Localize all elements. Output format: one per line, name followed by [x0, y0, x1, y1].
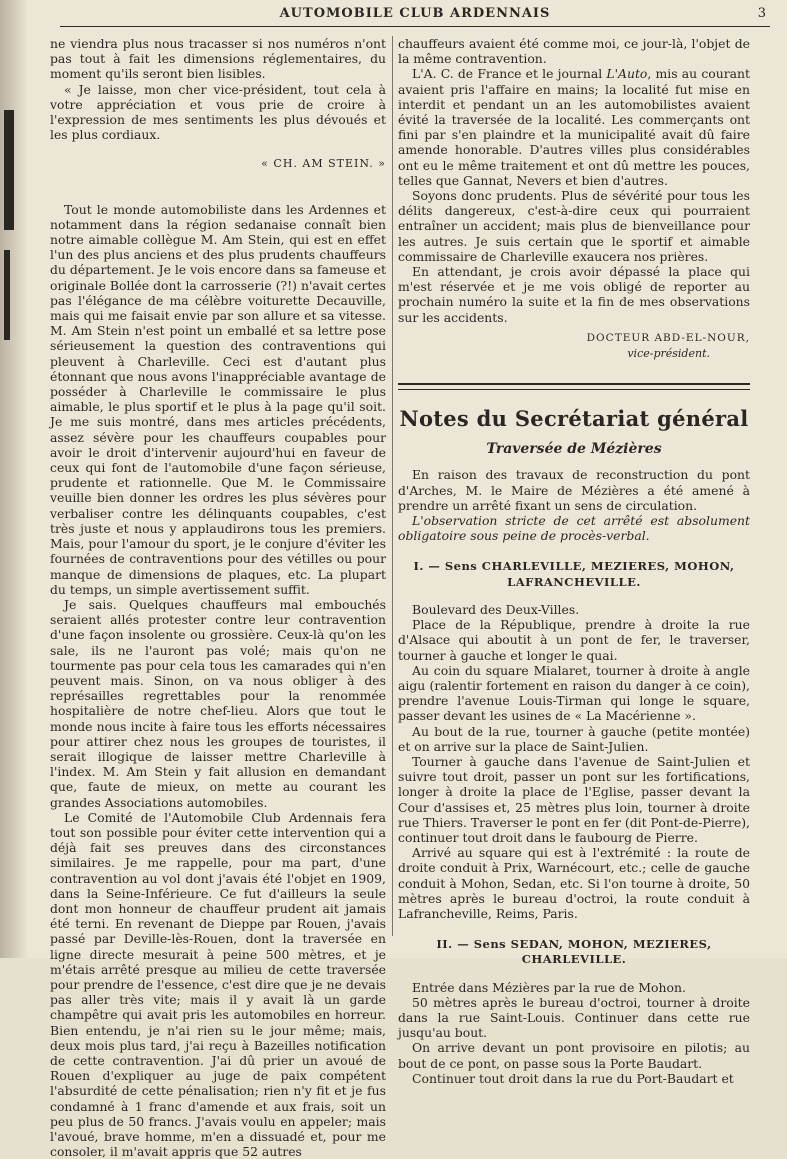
paragraph: Tourner à gauche dans l'avenue de Saint-Julien et suivre tout droit, passer un pont sur les fortifications, longer à droite la place de l'Eglise, passer devant la Cour d'assises et, 25 mètres plus loin, tourner à droite rue Thiers. Traverser le pont en fer (dit Pont-de-Pierre), continuer tout droit dans le faubourg de Pierre. — [398, 753, 750, 845]
text-run: L'A. C. de France et le journal — [412, 66, 607, 82]
left-column — [50, 36, 386, 1159]
paragraph — [398, 66, 750, 188]
paragraph: En attendant, je crois avoir dépassé la place qui m'est réservée et je me vois obligé de reporter au prochain numéro la suite et la fin de mes observations sur les accidents. — [398, 264, 750, 325]
section-title: Notes du Secrétariat général — [399, 406, 749, 432]
paragraph: ne viendra plus nous tracasser si nos numéros n'ont pas tout à fait les dimensions réglementaires, du moment qu'ils seront bien lisibles. — [50, 36, 386, 82]
paragraph: L'observation stricte de cet arrêté est absolument obligatoire sous peine de procès-verbal. — [398, 513, 750, 544]
paragraph: Arrivé au square qui est à l'extrémité : la route de droite conduit à Prix, Warnécourt, etc.; celle de gauche conduit à Mohon, Sedan, etc. Si l'on tourne à droite, 50 mètres après le bureau d'octroi, la route conduit à Lafrancheville, Reims, Paris. — [398, 845, 750, 921]
paragraph: Le Comité de l'Automobile Club Ardennais fera tout son possible pour éviter cette intervention qui a déjà fait ses preuves dans des circonstances similaires. Je me rappelle, pour ma part, d'une contravention au vol dont j'avais été l'objet en 1909, dans la Seine-Inférieure. Ce fut d'ailleurs la seule dont mon honneur de chauffeur prudent ait jamais été terni. En revenant de Dieppe par Rouen, j'avais passé par Deville-lès-Rouen, dont la traversée en ligne directe mesurait à peine 500 mètres, et je m'étais arrêté presque au milieu de cette traversée pour prendre de l'essence, c'est dire que je ne devais pas aller très vite; mais il y avait là un garde champêtre qui avait pris les automobiles en horreur. Bien entendu, je n'ai rien su le jour même; mais, deux mois plus tard, j'ai reçu à Bazeilles notification de cette contravention. J'ai dû prier un avoué de Rouen d'expliquer au juge de paix compétent l'absurdité de cette pénalisation; rien n'y fit et je fus condamné à 1 franc d'amende et aux frais, soit un peu plus de 50 francs. J'avais voulu en appeler; mais l'avoué, brave homme, m'en a dissuadé et, pour me consoler, il m'avait appris que 52 autres — [50, 809, 386, 1159]
paragraph: chauffeurs avaient été comme moi, ce jour-là, l'objet de la même contravention. — [398, 36, 750, 67]
text-run: , mis au courant avaient pris l'affaire en mains; la localité fut mise en interdit et pendant un an les automobilistes avaient évité la traversée de la localité. Les commerçants ont fini par s'en plaindre et la municipalité avait dû faire amende honorable. D'autres villes plus considérables ont eu le même traitement et ont dû mettre les pouces, telles que Gannat, Nevers et bien d'autres. — [398, 66, 750, 188]
direction-heading: I. — Sens CHARLEVILLE, MEZIERES, MOHON, LAFRANCHEVILLE. — [413, 559, 735, 589]
paragraph: « Je laisse, mon cher vice-président, tout cela à votre appréciation et vous prie de croire à l'expression de mes sentiments les plus dévoués et les plus cordiaux. — [50, 81, 386, 143]
direction-heading: II. — Sens SEDAN, MOHON, MEZIERES, CHARLEVILLE. — [436, 937, 712, 967]
paragraph: Soyons donc prudents. Plus de sévérité pour tous les délits dangereux, c'est-à-dire ceux qui pourraient entraîner un accident; mais plus de bienveillance pour les autres. Je suis certain que le sportif et aimable commissaire de Charleville exaucera nos prières. — [398, 188, 750, 264]
paragraph: Au coin du square Mialaret, tourner à droite à angle aigu (ralentir fortement en raison du danger à ce coin), prendre l'avenue Louis-Tirman qui longe le square, passer devant les usines de « La Macérienne ». — [398, 662, 750, 724]
header-title: AUTOMOBILE CLUB ARDENNAIS — [279, 6, 551, 21]
section-rule — [398, 383, 750, 390]
paragraph: Place de la République, prendre à droite la rue d'Alsace qui aboutit à un pont de fer, le traverser, tourner à gauche et longer le quai. — [398, 617, 750, 663]
paragraph: Boulevard des Deux-Villes. — [412, 601, 580, 617]
paragraph: Entrée dans Mézières par la rue de Mohon. — [412, 979, 686, 995]
paragraph: Continuer tout droit dans la rue du Port-Baudart et — [412, 1070, 734, 1086]
page-binding — [0, 0, 28, 958]
running-header — [60, 4, 770, 27]
sub-title: Traversée de Mézières — [486, 441, 662, 458]
author-signature: DOCTEUR ABD-EL-NOUR, — [586, 331, 750, 344]
paragraph: Au bout de la rue, tourner à gauche (petite montée) et on arrive sur la place de Saint-Julien. — [398, 723, 750, 754]
paragraph: Je sais. Quelques chauffeurs mal embouchés seraient allés protester contre leur contravention d'une façon insolente ou grossière. Ceux-là qu'on les sale, ils ne l'auront pas volé; mais qu'on ne tourmente pas pour cela tous les camarades qui n'en peuvent mais. Sinon, on va nous obliger à des représailles regrettables pour la renommée hospitalière de notre chef-lieu. Alors que tout le monde nous incite à faire tous les efforts nécessaires pour attirer chez nous les groupes de touristes, il serait illogique de laisser mettre Charleville à l'index. M. Am Stein y fait allusion en demandant que, faute de mieux, on mette au courant les grandes Associations automobiles. — [50, 596, 386, 810]
paragraph: En raison des travaux de reconstruction du pont d'Arches, M. le Maire de Mézières a été amené à prendre un arrêté fixant un sens de circulation. — [398, 467, 750, 513]
column-divider — [392, 36, 393, 936]
journal-name: L'Auto — [606, 66, 648, 82]
author-role: vice-président. — [627, 347, 710, 361]
binding-mark — [4, 110, 14, 230]
paragraph: 50 mètres après le bureau d'octroi, tourner à droite dans la rue Saint-Louis. Continuer dans cette rue jusqu'au bout. — [398, 994, 750, 1041]
letter-signature: « CH. AM STEIN. » — [261, 157, 386, 171]
paragraph: On arrive devant un pont provisoire en pilotis; au bout de ce pont, on passe sous la Porte Baudart. — [398, 1040, 750, 1071]
paragraph: Tout le monde automobiliste dans les Ardennes et notamment dans la région sedanaise connaît bien notre aimable collègue M. Am Stein, qui est en effet l'un des plus anciens et des plus prudents chauffeurs du département. Je le vois encore dans sa fameuse et originale Bollée dont la carrosserie (?!) n'avait certes pas l'élégance de ma célèbre voiturette Decauville, mais qui me faisait envie par son allure et sa vitesse. M. Am Stein n'est point un emballé et sa lettre pose sérieusement la question des contraventions qui pleuvent à Charleville. Ceci est d'autant plus étonnant que nous avons l'inappréciable avantage de posséder à Charleville le commissaire le plus aimable, le plus sportif et le plus à la page qu'il soit. Je me suis montré, dans mes articles précédents, assez sévère pour les chauffeurs coupables pour avoir le droit d'intervenir aujourd'hui en faveur de ceux qui font de l'automobile d'une façon sérieuse, prudente et rationnelle. Que M. le Commissaire veuille bien donner les ordres les plus sévères pour verbaliser contre les délinquants coupables, c'est très juste et nous y applaudirons tous les premiers. Mais, pour l'amour du sport, je le conjure d'éviter les fournées de contraventions pour des vétilles ou pour manque de dimensions de plaques, etc. La plupart du temps, un simple avertissement suffit. — [50, 201, 386, 597]
right-column — [398, 36, 750, 1086]
page-number: 3 — [757, 6, 766, 21]
binding-mark — [4, 250, 10, 340]
